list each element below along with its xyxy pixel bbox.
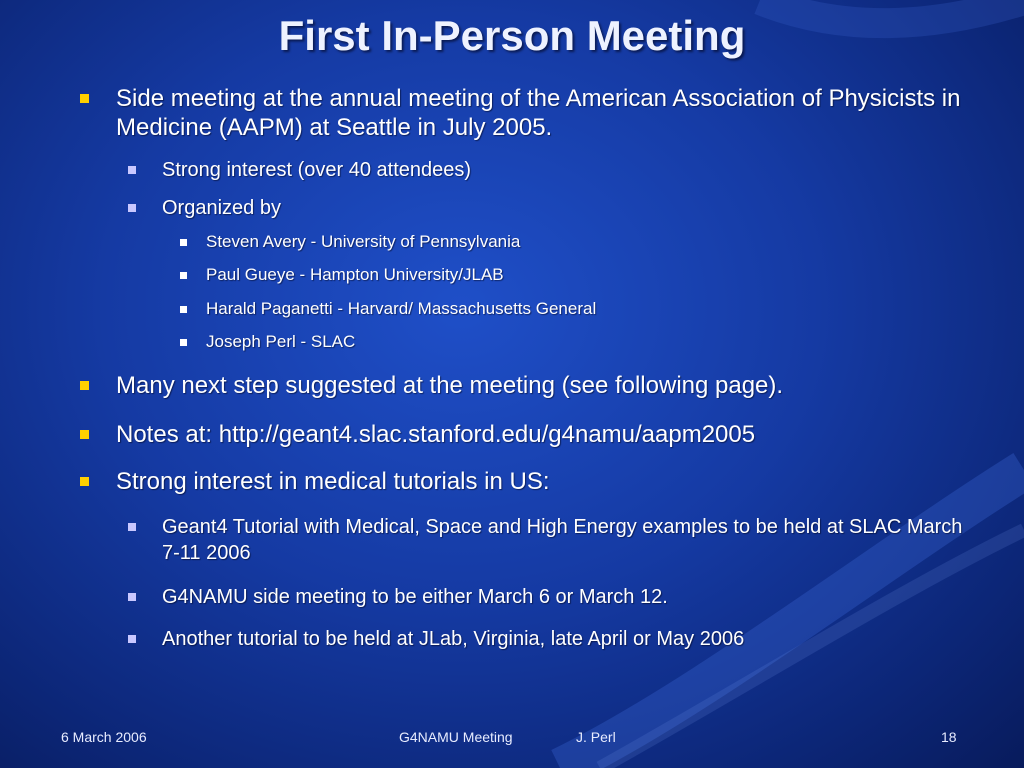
bullet-marker-icon — [128, 204, 136, 212]
tutorial-item — [128, 514, 968, 566]
bullet-marker-icon — [128, 593, 136, 601]
bullet-marker-icon — [128, 166, 136, 174]
tutorial-item — [128, 626, 968, 652]
bullet-marker-icon — [180, 339, 187, 346]
footer-author: J. Perl — [576, 729, 616, 745]
bullet-text: Another tutorial to be held at JLab, Virginia, late April or May 2006 — [162, 628, 745, 650]
bullet-marker-icon — [128, 635, 136, 643]
organizer-item — [180, 264, 960, 286]
bullet-marker-icon — [128, 523, 136, 531]
bullet-text[interactable]: Notes at: http://geant4.slac.stanford.edu/g4namu/aapm2005 — [116, 421, 756, 448]
bullet-notes-link[interactable] — [80, 420, 970, 449]
bullet-strong-interest — [128, 157, 968, 183]
bullet-text: Side meeting at the annual meeting of the American Association of Physicists in Medicine (AAPM) at Seattle in July 2005. — [116, 85, 961, 141]
bullet-organized-by — [128, 195, 968, 221]
bullet-text: Joseph Perl - SLAC — [206, 332, 356, 351]
organizer-item — [180, 231, 960, 253]
bullet-marker-icon — [180, 306, 187, 313]
bullet-next-steps — [80, 371, 970, 400]
bullet-marker-icon — [80, 477, 89, 486]
bullet-marker-icon — [80, 381, 89, 390]
bullet-marker-icon — [80, 94, 89, 103]
bullet-text: Organized by — [162, 197, 281, 219]
bullet-text: Steven Avery - University of Pennsylvania — [206, 232, 521, 251]
footer-page-number: 18 — [941, 729, 957, 745]
bullet-marker-icon — [180, 239, 187, 246]
bullet-text: Strong interest (over 40 attendees) — [162, 159, 472, 181]
organizer-item — [180, 331, 960, 353]
bullet-text: Geant4 Tutorial with Medical, Space and High Energy examples to be held at SLAC March 7-11 2006 — [162, 516, 963, 564]
bullet-text: Strong interest in medical tutorials in US: — [116, 468, 550, 495]
bullet-text: G4NAMU side meeting to be either March 6 or March 12. — [162, 586, 668, 608]
bullet-marker-icon — [80, 430, 89, 439]
organizer-item — [180, 298, 960, 320]
tutorial-item — [128, 584, 968, 610]
bullet-text: Harald Paganetti - Harvard/ Massachusetts General — [206, 299, 597, 318]
bullet-aapm-side-meeting — [80, 84, 970, 142]
bullet-medical-tutorials — [80, 467, 970, 496]
bullet-text: Paul Gueye - Hampton University/JLAB — [206, 265, 504, 284]
footer-meeting-name: G4NAMU Meeting — [399, 729, 513, 745]
slide-title: First In-Person Meeting — [278, 12, 746, 59]
footer-date: 6 March 2006 — [61, 729, 147, 745]
bullet-marker-icon — [180, 272, 187, 279]
bullet-text: Many next step suggested at the meeting (see following page). — [116, 372, 784, 399]
